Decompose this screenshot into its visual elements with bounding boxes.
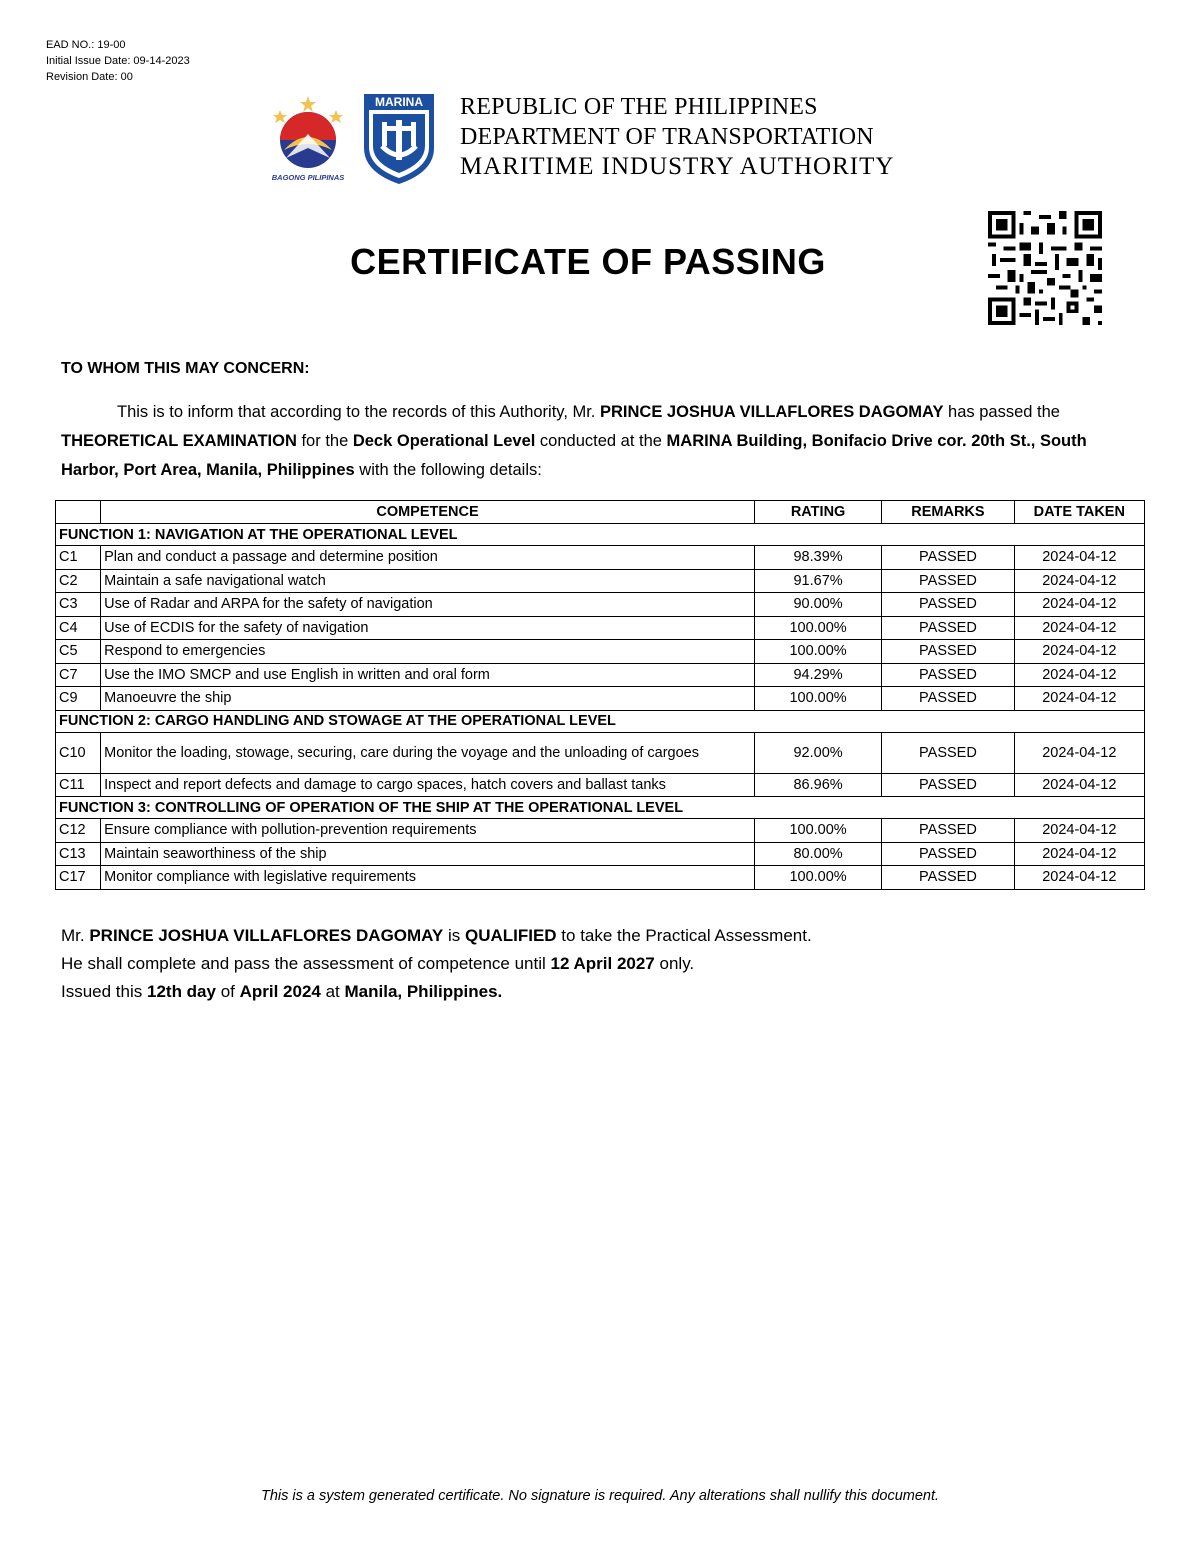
competence-text: Monitor compliance with legislative requirements [101, 866, 755, 890]
page-title: CERTIFICATE OF PASSING [350, 241, 826, 282]
competence-code: C7 [56, 663, 101, 687]
date-taken: 2024-04-12 [1014, 616, 1144, 640]
competence-text: Use of Radar and ARPA for the safety of navigation [101, 593, 755, 617]
competence-text: Maintain a safe navigational watch [101, 569, 755, 593]
date-taken: 2024-04-12 [1014, 546, 1144, 570]
intro-text: with the following details: [354, 461, 542, 479]
closing-text: Issued this [61, 982, 147, 1001]
rating: 98.39% [754, 546, 881, 570]
closing-text: at [320, 982, 345, 1001]
table-row [56, 819, 1145, 843]
competence-text: Maintain seaworthiness of the ship [101, 842, 755, 866]
document-control-info [46, 37, 190, 85]
closing-text: to take the Practical Assessment. [556, 926, 812, 945]
issued-day: 12th day [147, 982, 216, 1001]
republic-line: REPUBLIC OF THE PHILIPPINES [460, 94, 818, 120]
table-row [56, 640, 1145, 664]
table-header-row [56, 501, 1145, 524]
rating: 100.00% [754, 687, 881, 711]
rating: 100.00% [754, 616, 881, 640]
competence-text: Ensure compliance with pollution-prevention requirements [101, 819, 755, 843]
table-row [56, 842, 1145, 866]
salutation: TO WHOM THIS MAY CONCERN: [61, 360, 310, 377]
competence-text: Use of ECDIS for the safety of navigation [101, 616, 755, 640]
bagong-pilipinas-logo [266, 94, 350, 186]
intro-text: for the [296, 432, 353, 450]
function-title: FUNCTION 2: CARGO HANDLING AND STOWAGE AT THE OPERATIONAL LEVEL [56, 710, 1145, 732]
header-code [56, 501, 101, 524]
qualified-status: QUALIFIED [464, 926, 557, 945]
date-taken: 2024-04-12 [1014, 819, 1144, 843]
competence-text: Manoeuvre the ship [101, 687, 755, 711]
competence-text: Plan and conduct a passage and determine position [101, 546, 755, 570]
function-title: FUNCTION 3: CONTROLLING OF OPERATION OF THE SHIP AT THE OPERATIONAL LEVEL [56, 797, 1145, 819]
candidate-name: PRINCE JOSHUA VILLAFLORES DAGOMAY [89, 926, 444, 945]
competence-code: C9 [56, 687, 101, 711]
function-row [56, 710, 1145, 732]
table-row [56, 866, 1145, 890]
competence-text: Monitor the loading, stowage, securing, care during the voyage and the unloading of cargoes [101, 732, 755, 773]
function-title: FUNCTION 1: NAVIGATION AT THE OPERATIONAL LEVEL [56, 524, 1145, 546]
rating: 90.00% [754, 593, 881, 617]
footer-note: This is a system generated certificate. No signature is required. Any alterations shall nullify this document. [260, 1488, 940, 1504]
date-taken: 2024-04-12 [1014, 640, 1144, 664]
remarks: PASSED [882, 663, 1014, 687]
department-line: DEPARTMENT OF TRANSPORTATION [460, 124, 874, 150]
remarks: PASSED [882, 593, 1014, 617]
table-row [56, 593, 1145, 617]
deadline-date: 12 April 2027 [550, 954, 655, 973]
intro-text: has passed the [943, 403, 1060, 421]
header-rating: RATING [754, 501, 881, 524]
table-row [56, 616, 1145, 640]
remarks: PASSED [882, 773, 1014, 797]
header-competence: COMPETENCE [101, 501, 755, 524]
remarks: PASSED [882, 616, 1014, 640]
competence-code: C1 [56, 546, 101, 570]
remarks: PASSED [882, 866, 1014, 890]
function-row [56, 524, 1145, 546]
intro-text: conducted at the [535, 432, 667, 450]
date-taken: 2024-04-12 [1014, 687, 1144, 711]
closing-statement [61, 922, 812, 1006]
rating: 100.00% [754, 819, 881, 843]
rating: 100.00% [754, 640, 881, 664]
date-taken: 2024-04-12 [1014, 593, 1144, 617]
competence-code: C17 [56, 866, 101, 890]
authority-line: MARITIME INDUSTRY AUTHORITY [460, 153, 895, 180]
table-row [56, 569, 1145, 593]
candidate-name: PRINCE JOSHUA VILLAFLORES DAGOMAY [599, 403, 944, 421]
closing-text: only. [654, 954, 695, 973]
header-remarks: REMARKS [882, 501, 1014, 524]
function-row [56, 797, 1145, 819]
closing-text: He shall complete and pass the assessment of competence until [61, 954, 551, 973]
competence-text: Use the IMO SMCP and use English in written and oral form [101, 663, 755, 687]
table-row [56, 773, 1145, 797]
agency-header [460, 92, 894, 182]
closing-text: Mr. [61, 926, 90, 945]
exam-level: Deck Operational Level [352, 432, 536, 450]
competence-code: C11 [56, 773, 101, 797]
header-date-taken: DATE TAKEN [1014, 501, 1144, 524]
table-row [56, 732, 1145, 773]
competence-code: C2 [56, 569, 101, 593]
bagong-pilipinas-label: BAGONG PILIPINAS [271, 173, 345, 182]
rating: 92.00% [754, 732, 881, 773]
date-taken: 2024-04-12 [1014, 842, 1144, 866]
remarks: PASSED [882, 819, 1014, 843]
remarks: PASSED [882, 569, 1014, 593]
revision-date: Revision Date: 00 [46, 71, 133, 83]
issued-month: April 2024 [239, 982, 321, 1001]
closing-text: of [215, 982, 240, 1001]
competence-text: Respond to emergencies [101, 640, 755, 664]
remarks: PASSED [882, 732, 1014, 773]
competence-code: C10 [56, 732, 101, 773]
competence-code: C3 [56, 593, 101, 617]
qr-code [988, 211, 1102, 325]
rating: 91.67% [754, 569, 881, 593]
remarks: PASSED [882, 842, 1014, 866]
issued-line [61, 978, 812, 1006]
date-taken: 2024-04-12 [1014, 866, 1144, 890]
competence-code: C4 [56, 616, 101, 640]
table-row [56, 687, 1145, 711]
qualification-line [61, 922, 812, 950]
marina-logo [360, 90, 438, 186]
marina-label: MARINA [375, 95, 423, 109]
competence-text: Inspect and report defects and damage to cargo spaces, hatch covers and ballast tanks [101, 773, 755, 797]
date-taken: 2024-04-12 [1014, 663, 1144, 687]
doc-number: EAD NO.: 19-00 [46, 39, 126, 51]
date-taken: 2024-04-12 [1014, 773, 1144, 797]
table-row [56, 663, 1145, 687]
table-row [56, 546, 1145, 570]
initial-issue-date: Initial Issue Date: 09-14-2023 [46, 55, 190, 67]
remarks: PASSED [882, 640, 1014, 664]
rating: 86.96% [754, 773, 881, 797]
deadline-line [61, 950, 812, 978]
rating: 94.29% [754, 663, 881, 687]
date-taken: 2024-04-12 [1014, 732, 1144, 773]
remarks: PASSED [882, 687, 1014, 711]
competence-code: C12 [56, 819, 101, 843]
competence-table [55, 500, 1145, 890]
date-taken: 2024-04-12 [1014, 569, 1144, 593]
closing-text: is [443, 926, 465, 945]
exam-venue: MARINA Building, Bonifacio Drive cor. 20th St., South Harbor, Port Area, Manila, Philippines [61, 432, 1087, 479]
intro-paragraph [61, 398, 1111, 485]
competence-code: C13 [56, 842, 101, 866]
remarks: PASSED [882, 546, 1014, 570]
intro-text: This is to inform that according to the records of this Authority, Mr. [117, 403, 600, 421]
exam-type: THEORETICAL EXAMINATION [61, 432, 297, 450]
rating: 80.00% [754, 842, 881, 866]
issued-place: Manila, Philippines. [344, 982, 503, 1001]
rating: 100.00% [754, 866, 881, 890]
competence-code: C5 [56, 640, 101, 664]
